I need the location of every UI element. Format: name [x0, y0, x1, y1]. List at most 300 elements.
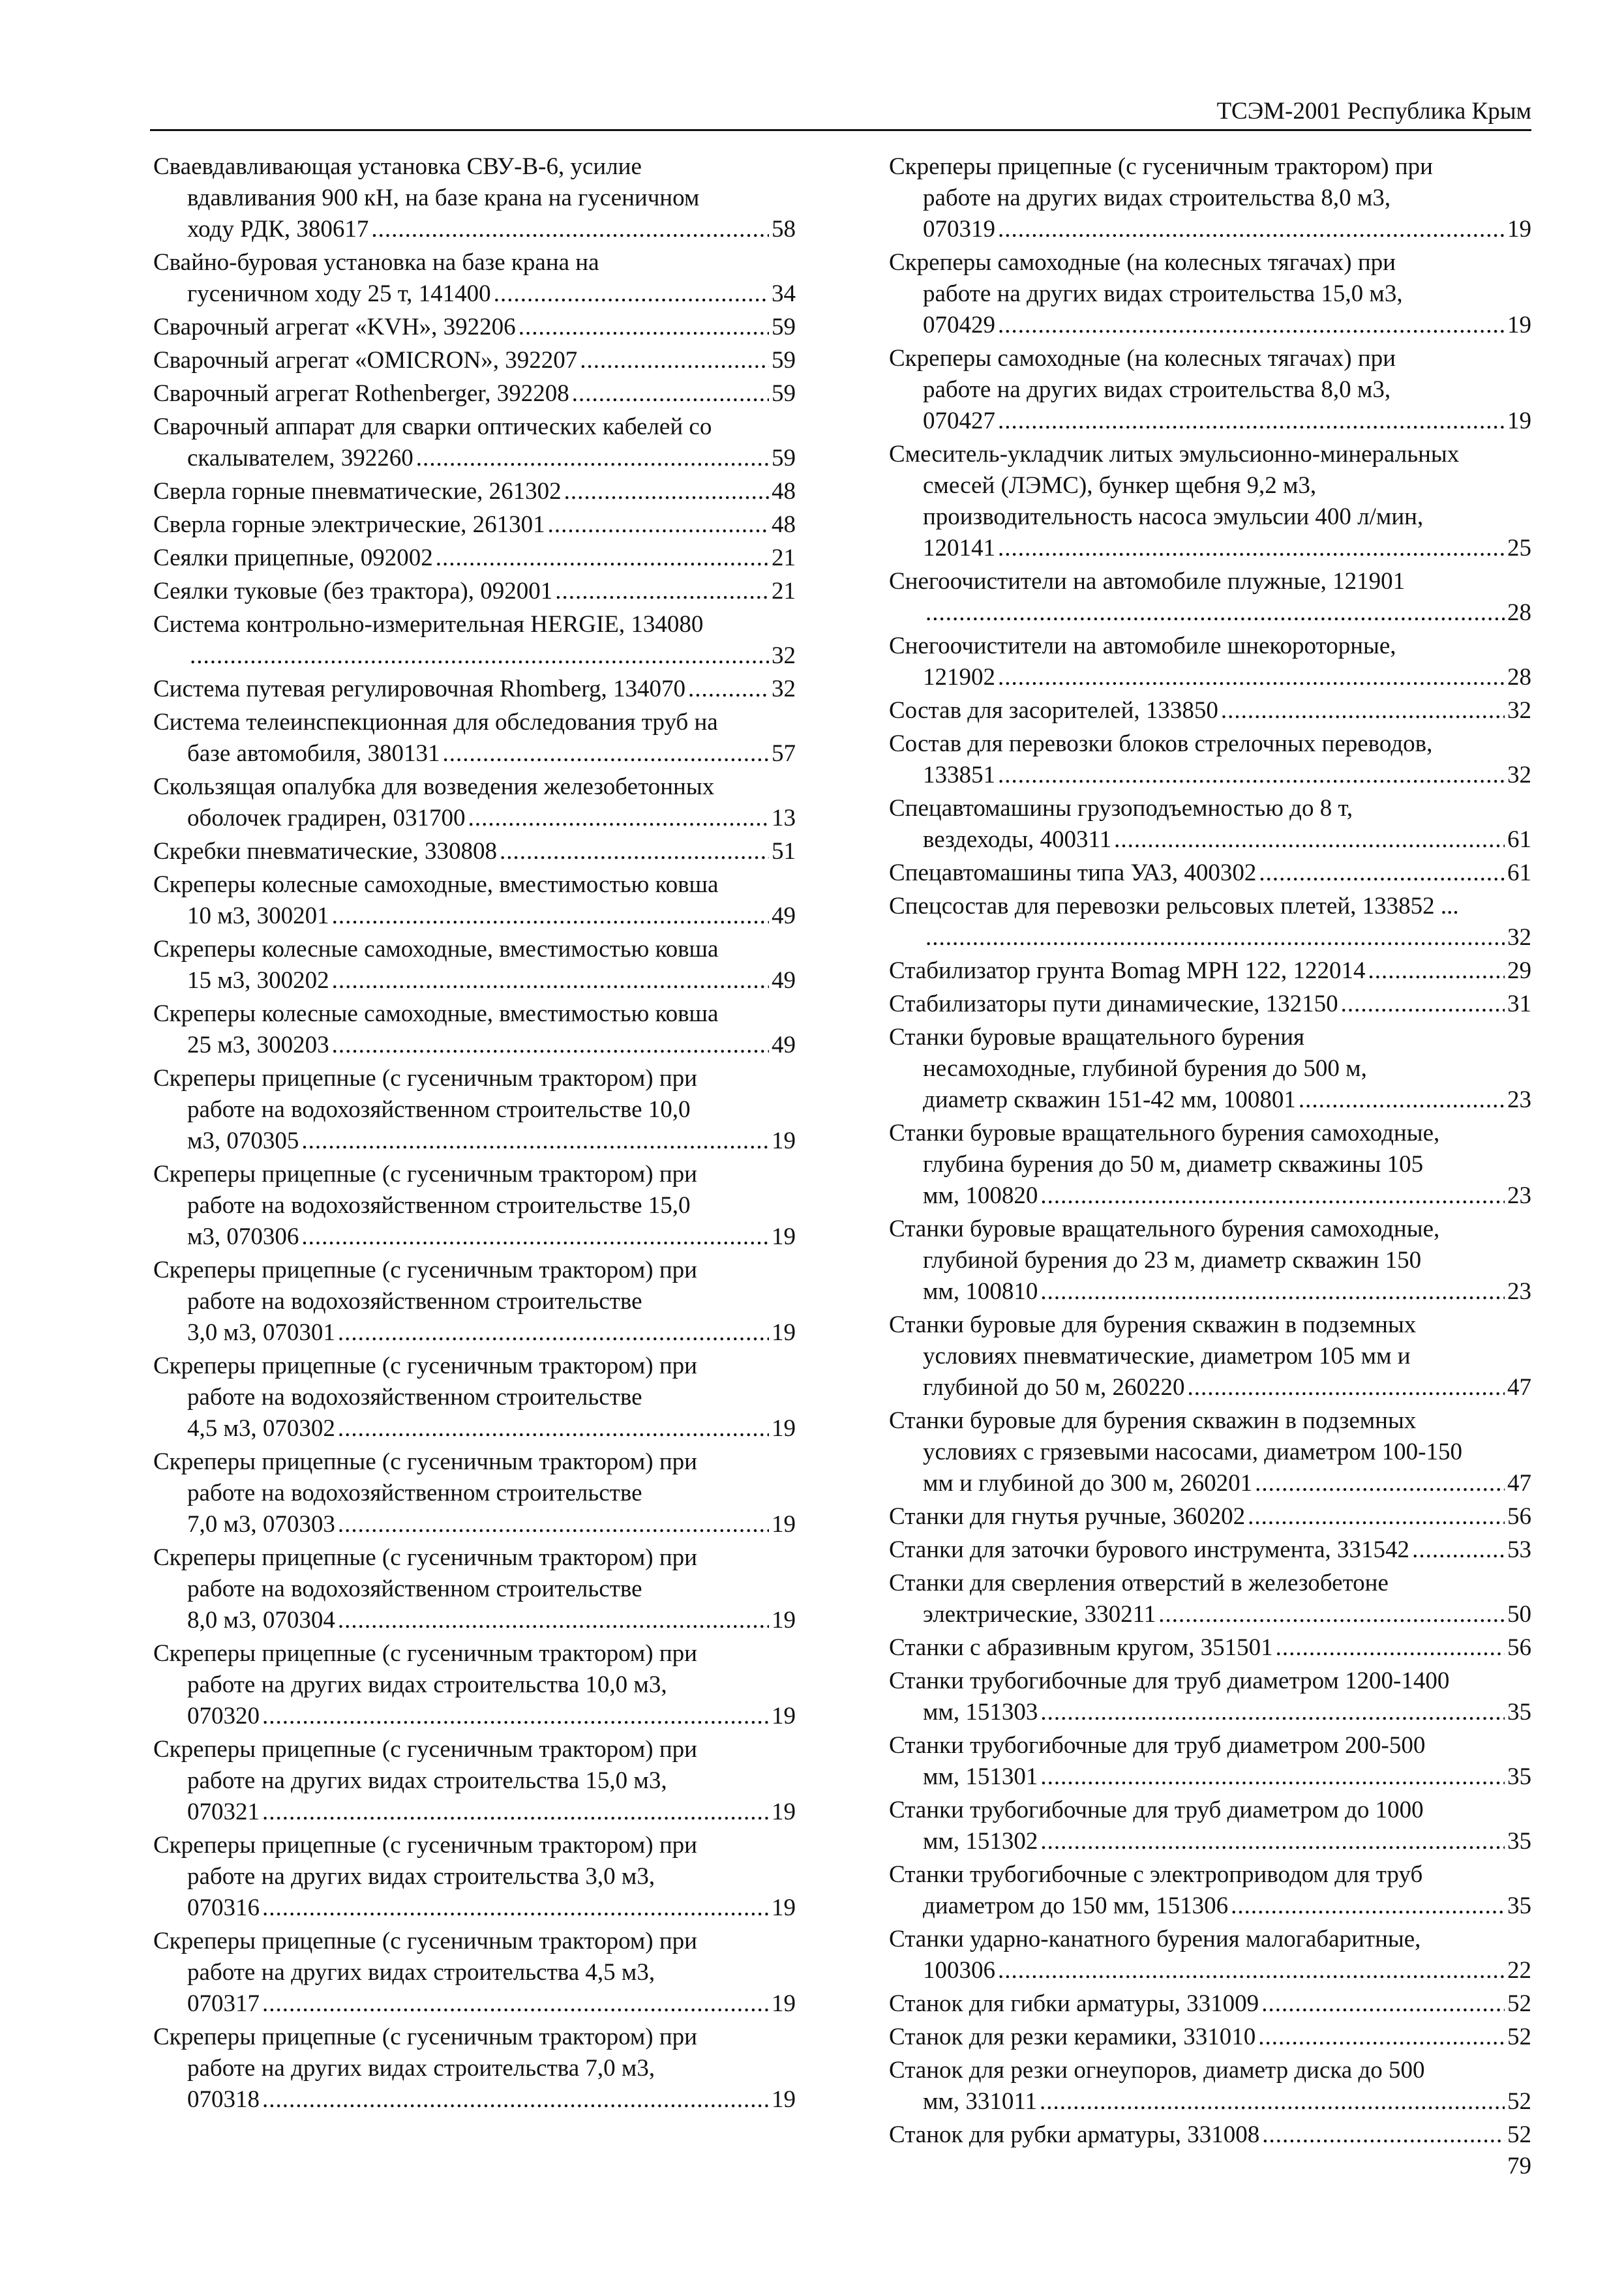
dot-leader [1040, 2086, 1505, 2117]
index-entry-line [889, 728, 1531, 760]
index-entry-page: 49 [772, 967, 796, 994]
index-entry-page: 19 [772, 1319, 796, 1346]
index-entry-page: 31 [1507, 991, 1531, 1017]
index-entry-text: 3,0 м3, 070301 [187, 1319, 335, 1346]
dot-leader [564, 476, 769, 507]
index-entry-line [889, 2022, 1531, 2053]
index-entry-page: 28 [1507, 599, 1531, 626]
index-entry [153, 151, 796, 245]
index-entry-line [153, 965, 796, 996]
index-entry-line [153, 1926, 796, 1957]
dot-leader [1040, 1761, 1505, 1793]
page-header [150, 91, 1531, 131]
dot-leader [338, 1317, 769, 1349]
index-entry-line [889, 597, 1531, 629]
index-entry [889, 728, 1531, 791]
index-entry-text: Скреперы прицепные (с гусеничным трактором) при [153, 1640, 697, 1667]
index-entry-page: 23 [1507, 1086, 1531, 1113]
index-entry [889, 2055, 1531, 2117]
index-entry-page: 19 [1507, 216, 1531, 243]
index-entry-text: Смеситель-укладчик литых эмульсионно-минеральных [889, 441, 1460, 468]
index-entry-line [889, 2055, 1531, 2086]
index-entry-page: 23 [1507, 1182, 1531, 1209]
index-entry [153, 411, 796, 474]
index-entry-text: диаметр скважин 151-42 мм, 100801 [923, 1086, 1296, 1113]
index-entry-text: Скреперы прицепные (с гусеничным трактором) при [889, 153, 1433, 180]
index-entry-page: 49 [772, 903, 796, 929]
index-entry-text: работе на водохозяйственном строительстве [187, 1480, 642, 1506]
index-entry-page: 32 [1507, 697, 1531, 724]
index-entry-text: Станки для гнутья ручные, 360202 [889, 1503, 1246, 1530]
index-entry-line [153, 1030, 796, 1061]
index-entry [153, 543, 796, 574]
index-entry-text: 070318 [187, 2086, 260, 2113]
index-entry [153, 1734, 796, 1828]
index-entry [889, 1568, 1531, 1630]
index-entry-line [153, 609, 796, 640]
index-entry-line [153, 1830, 796, 1861]
dot-leader [332, 901, 769, 932]
index-entry-page: 61 [1507, 860, 1531, 886]
dot-leader [262, 2084, 769, 2116]
index-entry-text: Станки трубогибочные для труб диаметром до 1000 [889, 1797, 1424, 1823]
dot-leader [1040, 1697, 1505, 1728]
index-entry-line [153, 2084, 796, 2116]
dot-leader [998, 533, 1505, 564]
index-entry-text: оболочек градирен, 031700 [187, 805, 466, 831]
index-entry-line [153, 476, 796, 507]
index-entry [889, 2022, 1531, 2053]
index-entry-text: несамоходные, глубиной бурения до 500 м, [923, 1055, 1367, 1082]
dot-leader [262, 1893, 769, 1924]
index-entry-line [153, 674, 796, 705]
dot-leader [1412, 1534, 1505, 1566]
dot-leader [1040, 1276, 1505, 1308]
dot-leader [925, 597, 1505, 629]
index-entry-line [889, 1276, 1531, 1308]
index-entry-text: Сеялки туковые (без трактора), 092001 [153, 578, 553, 605]
index-entry-line [153, 1126, 796, 1157]
index-entry-text: Станки с абразивным кругом, 351501 [889, 1634, 1273, 1661]
index-entry-text: работе на других видах строительства 10,0 м3, [187, 1671, 667, 1698]
index-entry [889, 2119, 1531, 2151]
index-entry [889, 858, 1531, 889]
dot-leader [494, 278, 769, 310]
index-entry-line [889, 1118, 1531, 1149]
index-entry-text: Состав для перевозки блоков стрелочных переводов, [889, 730, 1433, 757]
index-entry-text: 070429 [923, 312, 995, 338]
dot-leader [338, 1605, 769, 1636]
index-entry-text: Сварочный агрегат «OMICRON», 392207 [153, 347, 578, 374]
index-entry-page: 19 [772, 1415, 796, 1442]
index-entry-page: 34 [772, 280, 796, 307]
index-entry-line [153, 1159, 796, 1190]
index-entry [889, 1214, 1531, 1308]
index-entry [153, 1446, 796, 1540]
index-entry-line [889, 470, 1531, 501]
index-entry [889, 793, 1531, 856]
dot-leader [1231, 1891, 1505, 1922]
index-entry [889, 1666, 1531, 1728]
index-entry-line [153, 1317, 796, 1349]
index-entry-line [153, 1765, 796, 1797]
index-entry-text: Скреперы прицепные (с гусеничным трактором) при [153, 1832, 697, 1859]
index-entry-page: 47 [1507, 1374, 1531, 1401]
index-entry-line [889, 1437, 1531, 1468]
index-entry-text: работе на других видах строительства 3,0 м3, [187, 1863, 655, 1890]
index-entry-line [153, 1542, 796, 1574]
dot-leader [443, 738, 769, 770]
index-entry-text: Спецсостав для перевозки рельсовых плетей, 133852 ... [889, 893, 1459, 920]
index-column-left [153, 151, 796, 2117]
index-entry-line [889, 1697, 1531, 1728]
index-entry-line [153, 411, 796, 443]
index-entry-text: Сварочный агрегат Rothenberger, 392208 [153, 380, 569, 407]
index-entry-line [153, 1413, 796, 1444]
index-entry-line [889, 1988, 1531, 2020]
index-entry [889, 439, 1531, 564]
index-entry-text: 25 м3, 300203 [187, 1032, 329, 1058]
index-entry-line [889, 1599, 1531, 1630]
index-entry-page: 19 [772, 1223, 796, 1250]
index-entry-page: 56 [1507, 1634, 1531, 1661]
index-entry-text: мм, 100810 [923, 1278, 1038, 1305]
index-entry-line [889, 533, 1531, 564]
index-entry-line [889, 1826, 1531, 1857]
index-entry-page: 19 [772, 1799, 796, 1825]
index-entry [153, 476, 796, 507]
index-entry-page: 48 [772, 478, 796, 505]
index-entry-line [153, 151, 796, 183]
index-entry [889, 955, 1531, 987]
index-entry [153, 836, 796, 867]
index-entry-line [153, 771, 796, 803]
index-entry-text: Станки буровые для бурения скважин в подземных [889, 1311, 1417, 1338]
index-entry-text: вдавливания 900 кН, на базе крана на гусеничном [187, 185, 700, 211]
index-entry-line [153, 640, 796, 672]
index-entry-text: Станки для сверления отверстий в железобетоне [889, 1570, 1389, 1596]
index-entry [153, 2022, 796, 2116]
index-entry-text: Станок для гибки арматуры, 331009 [889, 1990, 1259, 2017]
index-entry-text: базе автомобиля, 380131 [187, 740, 440, 767]
index-entry-line [153, 803, 796, 834]
index-entry-line [153, 1063, 796, 1094]
index-entry-page: 32 [1507, 762, 1531, 788]
index-entry-text: ходу РДК, 380617 [187, 216, 369, 243]
index-entry [153, 345, 796, 376]
index-entry-line [889, 1085, 1531, 1116]
index-entry-text: Станки трубогибочные для труб диаметром 1200-1400 [889, 1668, 1450, 1694]
index-entry [889, 695, 1531, 726]
index-entry-text: работе на других видах строительства 8,0 м3, [923, 185, 1391, 211]
index-entry-page: 51 [772, 838, 796, 865]
index-entry-line [889, 439, 1531, 470]
index-entry-page: 59 [772, 347, 796, 374]
dot-leader [436, 543, 769, 574]
index-entry [889, 1118, 1531, 1212]
index-entry-text: глубиной до 50 м, 260220 [923, 1374, 1185, 1401]
index-entry-page: 19 [772, 1894, 796, 1921]
index-entry-text: 070321 [187, 1799, 260, 1825]
index-entry [153, 1063, 796, 1157]
index-entry-text: Скреперы прицепные (с гусеничным трактором) при [153, 2024, 697, 2050]
index-entry-text: Станки буровые вращательного бурения [889, 1024, 1305, 1051]
index-entry-text: работе на других видах строительства 15,0 м3, [923, 280, 1403, 307]
index-entry-line [153, 1669, 796, 1701]
index-entry-line [153, 1221, 796, 1253]
index-entry-text: работе на водохозяйственном строительстве 15,0 [187, 1192, 691, 1219]
dot-leader [572, 378, 769, 410]
index-entry-line [153, 901, 796, 932]
index-entry [889, 1534, 1531, 1566]
index-entry-text: Станки для заточки бурового инструмента, 331542 [889, 1536, 1410, 1563]
dot-leader [555, 576, 769, 607]
dot-leader [1258, 2022, 1505, 2053]
index-entry-text: глубиной бурения до 23 м, диаметр скважин 150 [923, 1247, 1422, 1274]
index-entry-text: работе на водохозяйственном строительстве [187, 1576, 642, 1602]
index-entry [889, 1501, 1531, 1533]
index-entry-line [889, 1924, 1531, 1955]
index-entry-text: 100306 [923, 1957, 995, 1984]
index-entry-text: производительность насоса эмульсии 400 л/мин, [923, 503, 1424, 530]
index-entry-line [153, 1446, 796, 1478]
index-entry-line [153, 1605, 796, 1636]
index-entry-page: 19 [772, 1128, 796, 1154]
index-entry-line [889, 922, 1531, 953]
index-entry-text: смесей (ЛЭМС), бункер щебня 9,2 м3, [923, 472, 1317, 499]
index-entry-line [889, 891, 1531, 922]
index-entry-text: Станки ударно-канатного бурения малогабаритные, [889, 1926, 1421, 1952]
index-entry-page: 21 [772, 545, 796, 571]
index-entry-line [153, 869, 796, 901]
index-entry [153, 1638, 796, 1732]
index-entry-line [153, 1478, 796, 1509]
index-entry-page: 29 [1507, 957, 1531, 984]
index-entry-text: 120141 [923, 535, 995, 561]
index-entry-text: Сварочный аппарат для сварки оптических кабелей со [153, 413, 712, 440]
dot-leader [371, 214, 769, 245]
index-entry [153, 1255, 796, 1349]
dot-leader [1040, 1826, 1505, 1857]
index-entry-line [153, 443, 796, 474]
index-entry [153, 771, 796, 834]
index-entry [889, 566, 1531, 629]
index-entry-text: мм, 151301 [923, 1763, 1038, 1790]
index-entry-text: 133851 [923, 762, 995, 788]
index-entry-line [889, 501, 1531, 533]
index-entry [889, 1859, 1531, 1922]
index-entry-text: Спецавтомашины грузоподъемностью до 8 т, [889, 795, 1353, 822]
index-entry-text: 15 м3, 300202 [187, 967, 329, 994]
dot-leader [190, 640, 769, 672]
index-entry-page: 32 [1507, 924, 1531, 951]
dot-leader [1261, 1988, 1505, 2020]
index-entry-page: 19 [772, 2086, 796, 2113]
dot-leader [998, 406, 1505, 437]
index-entry-line [889, 1891, 1531, 1922]
index-entry-text: работе на других видах строительства 8,0 м3, [923, 376, 1391, 403]
index-entry-text: скалывателем, 392260 [187, 445, 414, 471]
dot-leader [1158, 1599, 1505, 1630]
dot-leader [1276, 1632, 1505, 1664]
dot-leader [1262, 2119, 1505, 2151]
index-entry-line [889, 1534, 1531, 1566]
index-entry-line [889, 1632, 1531, 1664]
dot-leader [998, 1955, 1505, 1986]
index-entry-text: Скреперы прицепные (с гусеничным трактором) при [153, 1448, 697, 1475]
index-entry-line [889, 247, 1531, 278]
index-entry-line [153, 278, 796, 310]
index-entry-line [889, 824, 1531, 856]
index-entry-line [889, 760, 1531, 791]
dot-leader [688, 674, 769, 705]
index-entry [153, 247, 796, 310]
index-entry-line [153, 1509, 796, 1540]
index-entry [889, 1924, 1531, 1986]
index-entry-text: условиях с грязевыми насосами, диаметром 100-150 [923, 1439, 1462, 1465]
index-entry-text: Скреперы прицепные (с гусеничным трактором) при [153, 1353, 697, 1379]
index-entry-text: м3, 070306 [187, 1223, 299, 1250]
index-entry-line [153, 1255, 796, 1286]
index-entry-line [889, 278, 1531, 310]
index-entry-line [889, 1955, 1531, 1986]
index-entry-text: мм и глубиной до 300 м, 260201 [923, 1470, 1253, 1497]
index-entry-line [153, 836, 796, 867]
index-entry-line [153, 1988, 796, 2020]
index-entry-page: 59 [772, 314, 796, 340]
index-entry [889, 631, 1531, 693]
index-entry-line [889, 310, 1531, 341]
index-entry-text: Стабилизатор грунта Bomag MPH 122, 122014 [889, 957, 1366, 984]
dot-leader [548, 509, 769, 541]
index-entry-text: 070316 [187, 1894, 260, 1921]
index-entry-line [889, 1666, 1531, 1697]
index-entry-line [153, 509, 796, 541]
index-entry-line [889, 1405, 1531, 1437]
index-entry-text: Стабилизаторы пути динамические, 132150 [889, 991, 1338, 1017]
dot-leader [1221, 695, 1505, 726]
index-entry-text: работе на других видах строительства 7,0 м3, [187, 2055, 655, 2082]
index-entry-page: 21 [772, 578, 796, 605]
index-entry-page: 49 [772, 1032, 796, 1058]
dot-leader [1188, 1372, 1505, 1403]
index-entry-text: Сеялки прицепные, 092002 [153, 545, 433, 571]
index-entry-text: Сверла горные пневматические, 261302 [153, 478, 562, 505]
index-entry-line [889, 989, 1531, 1020]
index-entry-text: Станки трубогибочные с электроприводом для труб [889, 1861, 1423, 1888]
index-entry-text: гусеничном ходу 25 т, 141400 [187, 280, 491, 307]
index-entry [153, 609, 796, 672]
index-entry-text: Станок для рубки арматуры, 331008 [889, 2121, 1260, 2148]
index-entry [153, 312, 796, 343]
index-entry-text: Станки буровые для бурения скважин в подземных [889, 1407, 1417, 1434]
index-entry-line [153, 576, 796, 607]
index-entry-page: 19 [772, 1703, 796, 1729]
index-entry-line [889, 214, 1531, 245]
index-entry-page: 52 [1507, 1990, 1531, 2017]
index-entry-text: Система контрольно-измерительная HERGIE, 134080 [153, 611, 704, 638]
dot-leader [332, 1030, 769, 1061]
index-entry-line [889, 374, 1531, 406]
index-entry [153, 1351, 796, 1444]
index-entry-page: 56 [1507, 1503, 1531, 1530]
index-entry-line [153, 707, 796, 738]
index-entry-line [153, 1574, 796, 1605]
index-entry-text: Снегоочистители на автомобиле шнекороторные, [889, 633, 1396, 659]
index-entry-text: работе на других видах строительства 15,0 м3, [187, 1767, 667, 1794]
index-column-right [889, 151, 1531, 2153]
index-entry-text: работе на водохозяйственном строительстве [187, 1288, 642, 1315]
index-entry-text: мм, 100820 [923, 1182, 1038, 1209]
dot-leader [998, 310, 1505, 341]
index-entry-line [153, 543, 796, 574]
index-entry-line [889, 1568, 1531, 1599]
index-entry-text: 10 м3, 300201 [187, 903, 329, 929]
index-entry-page: 23 [1507, 1278, 1531, 1305]
index-entry-line [889, 662, 1531, 693]
index-entry-page: 53 [1507, 1536, 1531, 1563]
index-entry-text: Скреперы колесные самоходные, вместимостью ковша [153, 1000, 719, 1027]
index-entry-page: 13 [772, 805, 796, 831]
dot-leader [468, 803, 769, 834]
index-entry-line [153, 998, 796, 1030]
index-entry-text: работе на водохозяйственном строительстве 10,0 [187, 1096, 691, 1123]
index-entry-text: Скреперы самоходные (на колесных тягачах) при [889, 249, 1396, 276]
index-entry-line [889, 955, 1531, 987]
index-entry-text: 121902 [923, 664, 995, 691]
index-entry [889, 1632, 1531, 1664]
index-entry [153, 576, 796, 607]
index-entry-text: Станок для резки огнеупоров, диаметр диска до 500 [889, 2057, 1425, 2084]
index-entry-text: электрические, 330211 [923, 1601, 1156, 1628]
dot-leader [1248, 1501, 1505, 1533]
index-entry-text: м3, 070305 [187, 1128, 299, 1154]
index-entry [889, 1988, 1531, 2020]
index-entry-line [153, 345, 796, 376]
index-entry-line [153, 1094, 796, 1126]
index-entry [153, 934, 796, 996]
index-entry-text: глубина бурения до 50 м, диаметр скважины 105 [923, 1151, 1424, 1178]
index-entry-text: работе на других видах строительства 4,5 м3, [187, 1959, 655, 1986]
index-entry [889, 989, 1531, 1020]
index-entry-line [889, 695, 1531, 726]
index-entry-text: Скреперы прицепные (с гусеничным трактором) при [153, 1544, 697, 1571]
index-entry-text: мм, 151302 [923, 1828, 1038, 1855]
index-entry [153, 378, 796, 410]
index-entry-line [889, 1730, 1531, 1761]
index-entry-line [153, 1351, 796, 1382]
index-entry [153, 509, 796, 541]
dot-leader [998, 214, 1505, 245]
index-entry-text: Система телеинспекционная для обследования труб на [153, 709, 718, 736]
index-entry-line [153, 183, 796, 214]
index-entry [889, 891, 1531, 953]
index-entry-line [153, 1893, 796, 1924]
index-entry [889, 1405, 1531, 1499]
index-entry-line [153, 2053, 796, 2084]
index-entry-line [153, 1861, 796, 1893]
index-entry [153, 1542, 796, 1636]
index-entry-text: Свайно-буровая установка на базе крана на [153, 249, 599, 276]
index-entry-text: Станки буровые вращательного бурения самоходные, [889, 1120, 1440, 1146]
index-entry-text: 4,5 м3, 070302 [187, 1415, 335, 1442]
index-entry-line [153, 1190, 796, 1221]
index-entry-line [889, 1053, 1531, 1085]
dot-leader [416, 443, 769, 474]
dot-leader [262, 1988, 769, 2020]
index-entry [889, 1022, 1531, 1116]
dot-leader [332, 965, 769, 996]
